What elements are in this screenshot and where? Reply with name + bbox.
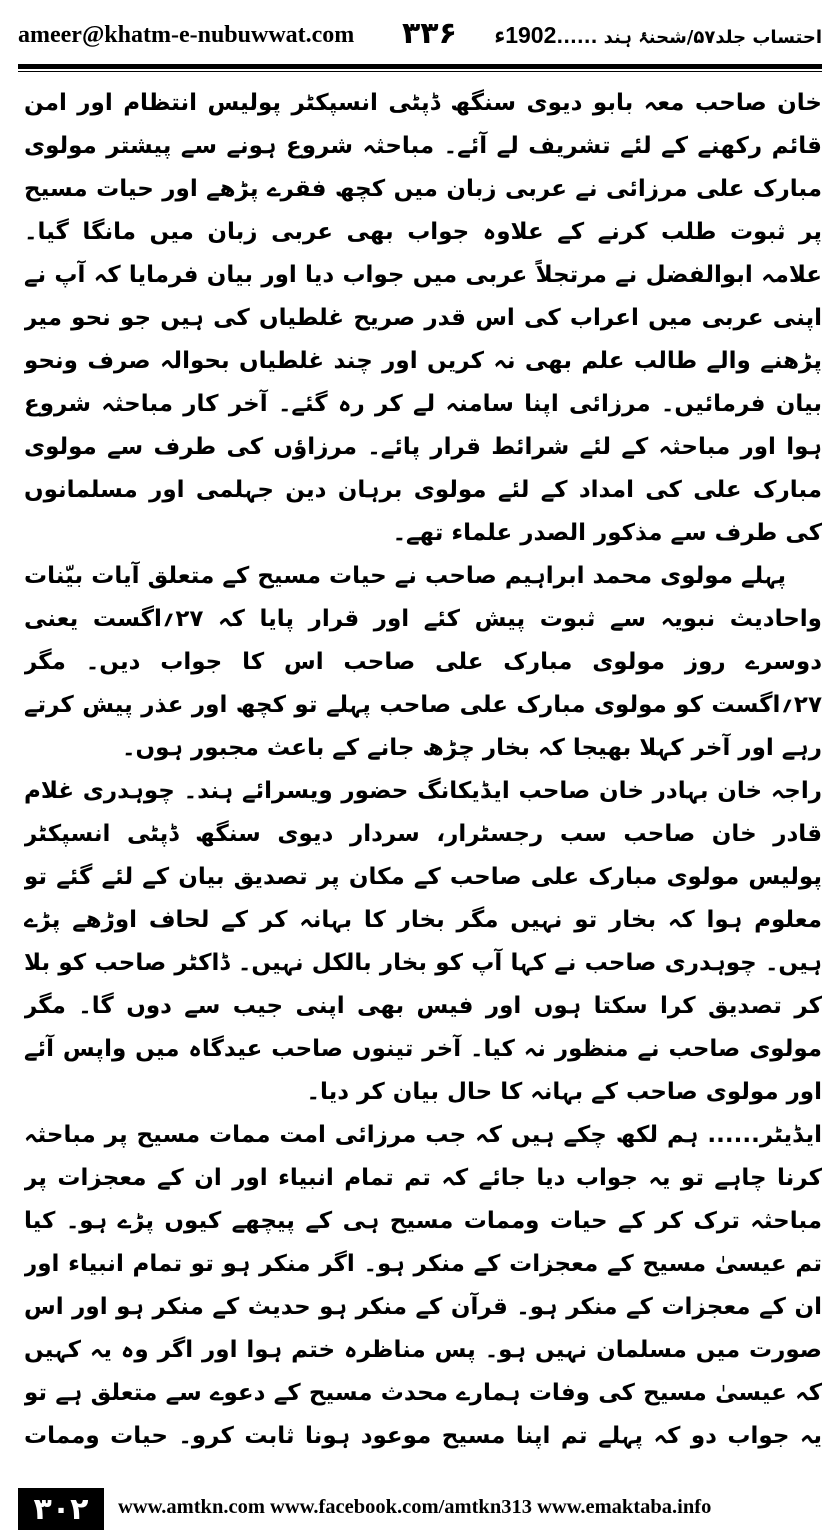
header-rule-thin <box>18 71 822 72</box>
paragraph: ایڈیٹر...... ہم لکھ چکے ہیں کہ جب مرزائی امت ممات مسیح پر مباحثہ کرنا چاہے تو یہ جواب دیا جائے کہ تم تمام انبیاء اور ان کے معجزات پر مباحثہ ترک کر کے حیات وممات مسیح ہی کے پیچھے کیوں پڑے ہو۔ کیا تم عیسیٰ مسیح کے معجزات کے منکر ہو۔ اگر منکر ہو تو تمام انبیاء اور ان کے معجزات کے منکر ہو۔ قرآن کے منکر ہو حدیث کے منکر ہو اور اس صورت میں مسلمان نہیں ہو۔ پس مناظرہ ختم ہوا اور اگر وہ یہ کہیں کہ عیسیٰ مسیح کی وفات ہمارے محدث مسیح کے دعوے سے متعلق ہے تو یہ جواب دو کہ پہلے تم اپنا مسیح موعود ہونا ثابت کرو۔ حیات وممات <box>24 1122 822 1449</box>
page-body <box>24 82 822 1460</box>
header-email: ameer@khatm-e-nubuwwat.com <box>18 22 355 48</box>
footer-links: www.amtkn.com www.facebook.com/amtkn313 www.emaktaba.info <box>118 1496 712 1518</box>
paragraph: پہلے مولوی محمد ابراہیم صاحب نے حیات مسیح کے متعلق آیات بیّنات واحادیث نبویہ سے ثبوت پیش کئے اور قرار پایا کہ ۲۷؍اگست یعنی دوسرے روز مولوی مبارک علی صاحب اس کا جواب دیں۔ مگر ۲۷؍اگست کو مولوی مبارک علی صاحب پہلے تو کچھ اور عذر پیش کرتے رہے اور آخر کہلا بھیجا کہ بخار چڑھ جانے کے باعث مجبور ہوں۔ <box>24 563 822 761</box>
header-page-number: ۳۳۶ <box>402 16 457 51</box>
page-header <box>18 14 822 60</box>
header-series: احتساب جلد۵۷/شحنۂ ہند ...... <box>556 27 822 48</box>
header-rule <box>18 64 822 69</box>
paragraph: راجہ خان بہادر خان صاحب ایڈیکانگ حضور ویسرائے ہند۔ چوہدری غلام قادر خان صاحب سب رجسٹرار، سردار دیوی سنگھ ڈپٹی انسپکٹر پولیس مولوی مبارک علی صاحب کے مکان پر تصدیق بیان کے لئے گئے تو معلوم ہوا کہ بخار تو نہیں مگر بخار کا بہانہ کر کے لحاف اوڑھے پڑے ہیں۔ چوہدری صاحب نے کہا آپ کو بخار بالکل نہیں۔ ڈاکٹر صاحب کو بلا کر تصدیق کرا سکتا ہوں اور فیس بھی اپنی جیب سے دوں گا۔ مگر مولوی صاحب نے منظور نہ کیا۔ آخر تینوں صاحب عیدگاہ میں واپس آئے اور مولوی صاحب کے بہانہ کا حال بیان کر دیا۔ <box>24 778 822 1105</box>
paragraph: خان صاحب معہ بابو دیوی سنگھ ڈپٹی انسپکٹر پولیس انتظام اور امن قائم رکھنے کے لئے تشریف لے آئے۔ مباحثہ شروع ہونے سے پیشتر مولوی مبارک علی مرزائی نے عربی زبان میں کچھ فقرے پڑھے اور حیات مسیح پر ثبوت طلب کرنے کے علاوہ جواب بھی عربی زبان میں مانگا گیا۔ علامہ ابوالفضل نے مرتجلاً عربی میں جواب دیا اور بیان فرمایا کہ آپ نے اپنی عربی میں اعراب کی اس قدر صریح غلطیاں کی ہیں جو نحو میر پڑھنے والے طالب علم بھی نہ کریں اور چند غلطیاں بحوالہ صرف ونحو بیان فرمائیں۔ مرزائی اپنا سامنہ لے کر رہ گئے۔ آخر کار مباحثہ شروع ہوا اور مباحثہ کے لئے شرائط قرار پائے۔ مرزاؤں کی طرف سے مولوی مبارک علی کی امداد کے لئے مولوی برہان دین جہلمی اور مسلمانوں کی طرف سے مذکور الصدر علماء تھے۔ <box>24 90 822 546</box>
footer-page-number: ۳۰۲ <box>18 1488 104 1530</box>
header-year: 1902ء <box>494 22 557 48</box>
header-series-title <box>494 22 822 49</box>
